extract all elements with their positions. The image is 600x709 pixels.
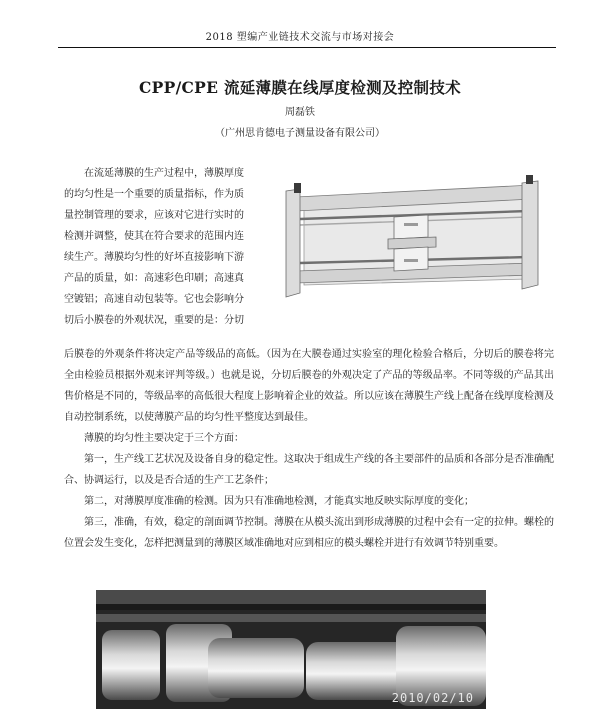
intro-paragraph [64,163,262,331]
body-paragraph: 第二，对薄膜厚度准确的检测。因为只有准确地检测，才能真实地反映实际厚度的变化； [84,496,474,507]
body-paragraph: 薄膜的均匀性主要决定于三个方面： [84,433,244,444]
running-header: 2018 塑编产业链技术交流与市场对接会 [205,32,395,43]
thickness-scanner-figure [276,175,548,303]
header-rule [58,47,556,48]
intro-line: 切后小膜卷的外观状况，重要的是：分切 [64,315,244,326]
intro-line: 的均匀性是一个重要的质量指标，作为质 [64,189,244,200]
author-name: 周磊铁 [285,107,315,118]
intro-line: 续生产。薄膜均匀性的好坏直接影响下游 [64,252,244,263]
author-affiliation: （广州思肯德电子测量设备有限公司） [215,128,385,139]
intro-line: 量控制管理的要求，应该对它进行实时的 [64,210,244,221]
body-text [64,344,554,554]
intro-line: 检测并调整，使其在符合要求的范围内连 [64,231,244,242]
body-paragraph: 第一，生产线工艺状况及设备自身的稳定性。这取决于组成生产线的各主要部件的品质和各部分是否准确配合、协调运行，以及是否合适的生产工艺条件； [64,454,554,486]
body-paragraph: 后膜卷的外观条件将决定产品等级品的高低。（因为在大膜卷通过实验室的理化检验合格后，分切后的膜卷将完全由检验员根据外观来评判等级。）也就是说，分切后膜卷的外观决定了产品的等级品率。不同等级的产品其出售价格是不同的，等级品率的高低很大程度上影响着企业的效益。所以应该在薄膜生产线上配备在线厚度检测及自动控制系统，以使薄膜产品的均匀性平整度达到最佳。 [64,349,554,423]
intro-line: 在流延薄膜的生产过程中，薄膜厚度 [84,168,244,179]
body-paragraph: 第三，准确，有效，稳定的剖面调节控制。薄膜在从模头流出到形成薄膜的过程中会有一定的拉伸。螺栓的位置会发生变化，怎样把测量到的薄膜区域准确地对应到相应的模头螺栓并进行有效调节特别重要。 [64,517,554,549]
intro-line: 产品的质量，如：高速彩色印刷；高速真 [64,273,244,284]
intro-line: 空镀铝；高速自动包装等。它也会影响分 [64,294,244,305]
photo-timestamp: 2010/02/10 [391,691,474,705]
production-line-photo [96,590,486,709]
article-title: CPP/CPE 流延薄膜在线厚度检测及控制技术 [139,78,461,97]
